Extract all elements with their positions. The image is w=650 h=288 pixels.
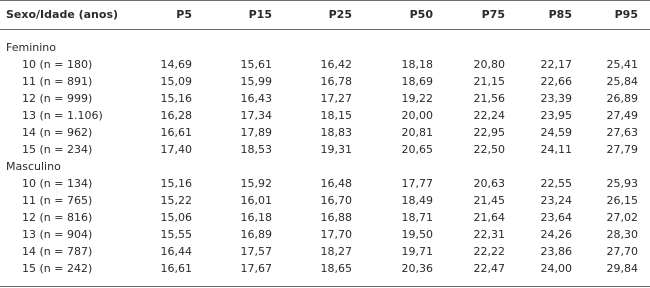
cell-p75: 21,56 — [473, 92, 505, 105]
table-header-row — [0, 6, 650, 23]
cell-p50: 20,81 — [401, 126, 433, 139]
cell-p5: 15,22 — [160, 194, 192, 207]
cell-p15: 17,57 — [240, 245, 272, 258]
cell-p95: 29,84 — [606, 262, 638, 275]
table-row — [0, 192, 650, 209]
cell-p95: 25,84 — [606, 75, 638, 88]
cell-p50: 20,36 — [401, 262, 433, 275]
cell-p15: 15,92 — [240, 177, 272, 190]
table-row — [0, 260, 650, 277]
cell-p5: 16,28 — [160, 109, 192, 122]
cell-p25: 17,70 — [320, 228, 352, 241]
cell-p75: 22,24 — [473, 109, 505, 122]
cell-p95: 28,30 — [606, 228, 638, 241]
header-p5: P5 — [176, 8, 192, 21]
cell-p5: 15,16 — [160, 177, 192, 190]
table-row — [0, 107, 650, 124]
cell-p85: 24,00 — [540, 262, 572, 275]
cell-p85: 24,26 — [540, 228, 572, 241]
row-label: 10 (n = 134) — [22, 177, 93, 190]
cell-p95: 27,49 — [606, 109, 638, 122]
header-p75: P75 — [481, 8, 505, 21]
cell-p75: 22,22 — [473, 245, 505, 258]
table-top-rule — [0, 0, 650, 1]
cell-p75: 22,95 — [473, 126, 505, 139]
cell-p5: 15,16 — [160, 92, 192, 105]
header-p95: P95 — [614, 8, 638, 21]
cell-p5: 16,61 — [160, 262, 192, 275]
cell-p15: 16,89 — [240, 228, 272, 241]
row-label: 13 (n = 1.106) — [22, 109, 103, 122]
cell-p75: 20,63 — [473, 177, 505, 190]
cell-p50: 19,22 — [401, 92, 433, 105]
row-label: 12 (n = 999) — [22, 92, 93, 105]
row-label: 14 (n = 787) — [22, 245, 93, 258]
cell-p95: 26,15 — [606, 194, 638, 207]
cell-p95: 25,93 — [606, 177, 638, 190]
cell-p75: 22,47 — [473, 262, 505, 275]
cell-p25: 18,27 — [320, 245, 352, 258]
row-label: 11 (n = 891) — [22, 75, 93, 88]
cell-p5: 15,06 — [160, 211, 192, 224]
cell-p95: 27,70 — [606, 245, 638, 258]
header-p85: P85 — [548, 8, 572, 21]
cell-p25: 16,78 — [320, 75, 352, 88]
cell-p15: 16,43 — [240, 92, 272, 105]
table-row — [0, 175, 650, 192]
cell-p25: 16,70 — [320, 194, 352, 207]
cell-p15: 18,53 — [240, 143, 272, 156]
cell-p25: 18,15 — [320, 109, 352, 122]
cell-p85: 24,11 — [540, 143, 572, 156]
row-label: 11 (n = 765) — [22, 194, 93, 207]
cell-p50: 19,71 — [401, 245, 433, 258]
cell-p25: 16,88 — [320, 211, 352, 224]
cell-p25: 19,31 — [320, 143, 352, 156]
cell-p95: 27,63 — [606, 126, 638, 139]
header-p50: P50 — [409, 8, 433, 21]
cell-p15: 17,34 — [240, 109, 272, 122]
cell-p50: 20,65 — [401, 143, 433, 156]
row-label: 15 (n = 234) — [22, 143, 93, 156]
cell-p5: 16,61 — [160, 126, 192, 139]
cell-p25: 18,65 — [320, 262, 352, 275]
cell-p50: 20,00 — [401, 109, 433, 122]
cell-p50: 18,71 — [401, 211, 433, 224]
header-sex-age: Sexo/Idade (anos) — [6, 8, 119, 21]
group-label: Masculino — [6, 160, 61, 173]
cell-p15: 16,01 — [240, 194, 272, 207]
table-row — [0, 243, 650, 260]
cell-p15: 15,99 — [240, 75, 272, 88]
header-p15: P15 — [248, 8, 272, 21]
cell-p50: 17,77 — [401, 177, 433, 190]
header-rule — [0, 29, 650, 30]
cell-p15: 17,67 — [240, 262, 272, 275]
cell-p5: 17,40 — [160, 143, 192, 156]
cell-p25: 17,27 — [320, 92, 352, 105]
cell-p50: 19,50 — [401, 228, 433, 241]
cell-p85: 23,64 — [540, 211, 572, 224]
cell-p5: 15,55 — [160, 228, 192, 241]
cell-p85: 23,86 — [540, 245, 572, 258]
table-row — [0, 73, 650, 90]
cell-p95: 26,89 — [606, 92, 638, 105]
cell-p85: 22,17 — [540, 58, 572, 71]
group-row-feminino — [0, 39, 650, 56]
group-row-masculino — [0, 158, 650, 175]
row-label: 12 (n = 816) — [22, 211, 93, 224]
cell-p5: 15,09 — [160, 75, 192, 88]
cell-p75: 21,64 — [473, 211, 505, 224]
cell-p95: 25,41 — [606, 58, 638, 71]
table-row — [0, 56, 650, 73]
cell-p75: 22,31 — [473, 228, 505, 241]
group-label: Feminino — [6, 41, 56, 54]
cell-p5: 14,69 — [160, 58, 192, 71]
cell-p5: 16,44 — [160, 245, 192, 258]
cell-p25: 16,48 — [320, 177, 352, 190]
table-row — [0, 226, 650, 243]
cell-p15: 16,18 — [240, 211, 272, 224]
header-p25: P25 — [328, 8, 352, 21]
cell-p15: 15,61 — [240, 58, 272, 71]
cell-p95: 27,79 — [606, 143, 638, 156]
table-row — [0, 209, 650, 226]
cell-p15: 17,89 — [240, 126, 272, 139]
row-label: 15 (n = 242) — [22, 262, 93, 275]
row-label: 14 (n = 962) — [22, 126, 93, 139]
cell-p50: 18,69 — [401, 75, 433, 88]
cell-p95: 27,02 — [606, 211, 638, 224]
cell-p75: 22,50 — [473, 143, 505, 156]
cell-p85: 23,39 — [540, 92, 572, 105]
table-row — [0, 90, 650, 107]
row-label: 10 (n = 180) — [22, 58, 93, 71]
cell-p85: 22,55 — [540, 177, 572, 190]
table-row — [0, 124, 650, 141]
cell-p75: 21,15 — [473, 75, 505, 88]
table-bottom-rule — [0, 286, 650, 287]
cell-p25: 16,42 — [320, 58, 352, 71]
cell-p50: 18,49 — [401, 194, 433, 207]
table-row — [0, 141, 650, 158]
cell-p75: 20,80 — [473, 58, 505, 71]
cell-p75: 21,45 — [473, 194, 505, 207]
cell-p85: 23,95 — [540, 109, 572, 122]
cell-p85: 23,24 — [540, 194, 572, 207]
cell-p85: 24,59 — [540, 126, 572, 139]
cell-p50: 18,18 — [401, 58, 433, 71]
cell-p25: 18,83 — [320, 126, 352, 139]
row-label: 13 (n = 904) — [22, 228, 93, 241]
cell-p85: 22,66 — [540, 75, 572, 88]
